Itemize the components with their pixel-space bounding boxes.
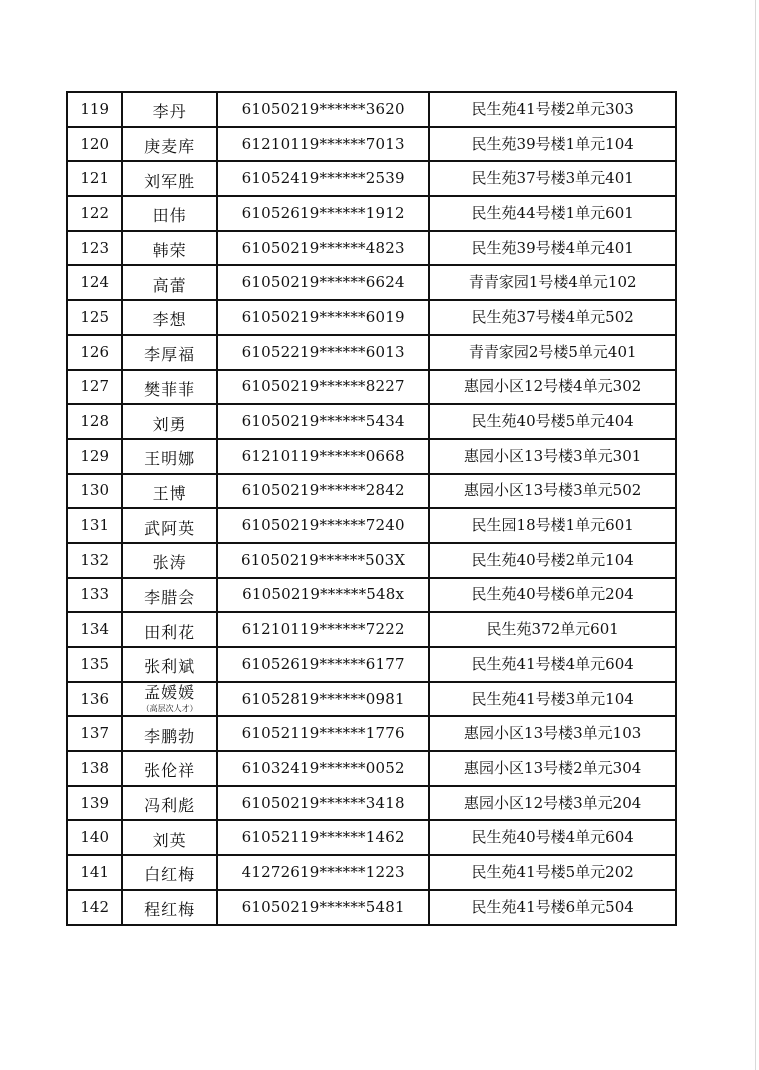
row-number-cell — [67, 855, 122, 890]
address: 惠园小区13号楼3单元301 — [464, 446, 642, 465]
table-row — [67, 855, 676, 890]
id-number: 61050219******6019 — [241, 307, 405, 326]
row-number: 120 — [80, 134, 109, 153]
address-cell — [429, 543, 676, 578]
name-cell — [122, 751, 217, 786]
table-row — [67, 231, 676, 266]
table-row — [67, 404, 676, 439]
table-row — [67, 820, 676, 855]
row-number-cell — [67, 196, 122, 231]
id-number: 61050219******503X — [241, 550, 406, 569]
id-number-cell — [217, 578, 429, 613]
row-number: 141 — [80, 862, 109, 881]
resident-name: 田伟 — [152, 206, 187, 226]
id-number-cell — [217, 335, 429, 370]
id-number-cell — [217, 508, 429, 543]
id-number-cell — [217, 161, 429, 196]
address: 惠园小区13号楼3单元502 — [464, 481, 642, 500]
table-row — [67, 786, 676, 821]
row-number: 119 — [80, 99, 109, 118]
row-number: 133 — [80, 585, 109, 604]
id-number-cell — [217, 716, 429, 751]
row-number: 129 — [80, 446, 109, 465]
id-number: 61210119******0668 — [241, 446, 405, 465]
name-cell — [122, 474, 217, 509]
name-cell — [122, 820, 217, 855]
row-number-cell — [67, 508, 122, 543]
table-row — [67, 543, 676, 578]
address: 民生苑40号楼2单元104 — [471, 550, 634, 569]
table-row — [67, 196, 676, 231]
id-number-cell — [217, 890, 429, 925]
resident-name: 王博 — [152, 483, 187, 503]
name-cell — [122, 231, 217, 266]
row-number-cell — [67, 474, 122, 509]
name-cell — [122, 370, 217, 405]
name-cell — [122, 647, 217, 682]
resident-name: 李丹 — [152, 102, 187, 122]
row-number-cell — [67, 127, 122, 162]
address: 惠园小区12号楼4单元302 — [464, 377, 642, 396]
address: 民生苑40号楼4单元604 — [471, 828, 634, 847]
address-cell — [429, 855, 676, 890]
address-cell — [429, 751, 676, 786]
id-number: 61050219******5481 — [241, 897, 405, 916]
address: 民生苑37号楼3单元401 — [471, 169, 634, 188]
resident-name: 李厚福 — [144, 345, 196, 365]
address: 民生苑40号楼6单元204 — [471, 585, 634, 604]
row-number: 127 — [80, 377, 109, 396]
resident-name: 程红梅 — [144, 900, 196, 920]
name-cell — [122, 578, 217, 613]
id-number: 61050219******8227 — [241, 377, 405, 396]
row-number: 122 — [80, 203, 109, 222]
id-number: 61050219******4823 — [241, 238, 405, 257]
row-number-cell — [67, 890, 122, 925]
name-cell — [122, 335, 217, 370]
id-number: 61050219******7240 — [241, 516, 405, 535]
id-number: 61050219******3418 — [241, 793, 405, 812]
id-number-cell — [217, 439, 429, 474]
id-number-cell — [217, 474, 429, 509]
row-number-cell — [67, 716, 122, 751]
address: 民生园18号楼1单元601 — [471, 516, 634, 535]
name-cell — [122, 890, 217, 925]
table-row — [67, 300, 676, 335]
row-number-cell — [67, 543, 122, 578]
row-number-cell — [67, 231, 122, 266]
address-cell — [429, 231, 676, 266]
row-number: 136 — [80, 689, 109, 708]
address: 民生苑44号楼1单元601 — [471, 203, 634, 222]
resident-name: 张伦祥 — [144, 761, 196, 781]
address: 青青家园1号楼4单元102 — [468, 273, 637, 292]
table-row — [67, 370, 676, 405]
resident-name: 冯利彪 — [144, 796, 196, 816]
name-cell — [122, 786, 217, 821]
id-number: 61050219******3620 — [241, 99, 405, 118]
row-number-cell — [67, 751, 122, 786]
address: 青青家园2号楼5单元401 — [468, 342, 637, 361]
id-number-cell — [217, 231, 429, 266]
row-number-cell — [67, 370, 122, 405]
address: 民生苑41号楼5单元202 — [471, 862, 634, 881]
address-cell — [429, 578, 676, 613]
address-cell — [429, 508, 676, 543]
address-cell — [429, 820, 676, 855]
resident-name: 孟媛媛 — [144, 683, 196, 703]
name-cell — [122, 508, 217, 543]
page-edge — [755, 0, 756, 1070]
resident-name: 白红梅 — [144, 865, 196, 885]
id-number-cell — [217, 751, 429, 786]
table-row — [67, 716, 676, 751]
row-number-cell — [67, 612, 122, 647]
id-number-cell — [217, 820, 429, 855]
name-cell — [122, 543, 217, 578]
row-number-cell — [67, 647, 122, 682]
address-cell — [429, 439, 676, 474]
table-row — [67, 578, 676, 613]
row-number: 125 — [80, 307, 109, 326]
table-row — [67, 890, 676, 925]
address-cell — [429, 682, 676, 717]
row-number-cell — [67, 682, 122, 717]
address-cell — [429, 647, 676, 682]
row-number: 130 — [80, 481, 109, 500]
resident-name: 刘英 — [152, 830, 187, 850]
row-number-cell — [67, 335, 122, 370]
name-cell — [122, 265, 217, 300]
id-number: 61052819******0981 — [241, 689, 405, 708]
resident-name: 王明娜 — [144, 449, 196, 469]
row-number: 138 — [80, 758, 109, 777]
id-number-cell — [217, 196, 429, 231]
address-cell — [429, 716, 676, 751]
resident-name: 樊菲菲 — [144, 379, 196, 399]
address: 惠园小区13号楼2单元304 — [464, 758, 642, 777]
id-number: 61050219******6624 — [241, 273, 405, 292]
address: 惠园小区12号楼3单元204 — [464, 793, 642, 812]
row-number: 134 — [80, 620, 109, 639]
row-number: 123 — [80, 238, 109, 257]
address-cell — [429, 370, 676, 405]
resident-name: 张利斌 — [144, 657, 196, 677]
address: 民生苑41号楼3单元104 — [471, 689, 634, 708]
id-number-cell — [217, 647, 429, 682]
row-number-cell — [67, 578, 122, 613]
id-number: 61052119******1776 — [241, 724, 405, 743]
row-number: 128 — [80, 412, 109, 431]
address-cell — [429, 300, 676, 335]
address-cell — [429, 612, 676, 647]
row-number: 135 — [80, 654, 109, 673]
id-number-cell — [217, 682, 429, 717]
address-cell — [429, 196, 676, 231]
id-number-cell — [217, 786, 429, 821]
table-row — [67, 439, 676, 474]
row-number-cell — [67, 786, 122, 821]
row-number: 131 — [80, 516, 109, 535]
table-row — [67, 682, 676, 717]
address: 惠园小区13号楼3单元103 — [464, 724, 642, 743]
address-cell — [429, 474, 676, 509]
address-cell — [429, 786, 676, 821]
row-number-cell — [67, 92, 122, 127]
address: 民生苑41号楼4单元604 — [471, 654, 634, 673]
name-cell — [122, 716, 217, 751]
row-number-cell — [67, 404, 122, 439]
address: 民生苑41号楼6单元504 — [471, 897, 634, 916]
row-number-cell — [67, 300, 122, 335]
id-number-cell — [217, 127, 429, 162]
name-cell — [122, 300, 217, 335]
address: 民生苑39号楼1单元104 — [471, 134, 634, 153]
resident-name: 刘军胜 — [144, 171, 196, 191]
name-cell — [122, 92, 217, 127]
id-number-cell — [217, 855, 429, 890]
id-number-cell — [217, 300, 429, 335]
id-number: 61050219******5434 — [241, 412, 405, 431]
id-number: 61050219******548x — [242, 585, 405, 604]
id-number: 61052219******6013 — [241, 342, 405, 361]
resident-name: 田利花 — [144, 622, 196, 642]
table-row — [67, 265, 676, 300]
id-number-cell — [217, 92, 429, 127]
id-number: 61210119******7222 — [241, 620, 405, 639]
id-number-cell — [217, 404, 429, 439]
resident-name: 庚麦库 — [144, 137, 196, 157]
name-cell — [122, 855, 217, 890]
address: 民生苑41号楼2单元303 — [471, 99, 634, 118]
address-cell — [429, 161, 676, 196]
resident-name: 张涛 — [152, 553, 187, 573]
resident-note: （高层次人才） — [141, 704, 198, 714]
address-cell — [429, 335, 676, 370]
address: 民生苑39号楼4单元401 — [471, 238, 634, 257]
id-number: 61052119******1462 — [241, 828, 405, 847]
id-number: 61052619******6177 — [241, 654, 405, 673]
table-row — [67, 161, 676, 196]
table-row — [67, 92, 676, 127]
row-number-cell — [67, 439, 122, 474]
name-cell — [122, 612, 217, 647]
name-cell — [122, 439, 217, 474]
resident-name: 高蕾 — [152, 275, 187, 295]
table-row — [67, 127, 676, 162]
resident-name: 武阿英 — [144, 518, 196, 538]
id-number: 61050219******2842 — [241, 481, 405, 500]
resident-name: 李想 — [152, 310, 187, 330]
row-number: 137 — [80, 724, 109, 743]
roster-body — [67, 92, 676, 925]
row-number: 126 — [80, 342, 109, 361]
resident-name: 李鹏勃 — [144, 726, 196, 746]
row-number-cell — [67, 265, 122, 300]
id-number: 61052619******1912 — [241, 203, 405, 222]
table-row — [67, 612, 676, 647]
row-number: 124 — [80, 273, 109, 292]
table-row — [67, 508, 676, 543]
table-row — [67, 474, 676, 509]
id-number-cell — [217, 612, 429, 647]
id-number: 41272619******1223 — [241, 862, 405, 881]
id-number-cell — [217, 543, 429, 578]
id-number-cell — [217, 265, 429, 300]
address: 民生苑40号楼5单元404 — [471, 412, 634, 431]
row-number: 121 — [80, 169, 109, 188]
id-number: 61210119******7013 — [241, 134, 405, 153]
name-cell — [122, 127, 217, 162]
address-cell — [429, 404, 676, 439]
row-number: 132 — [80, 550, 109, 569]
row-number: 142 — [80, 897, 109, 916]
id-number-cell — [217, 370, 429, 405]
name-cell — [122, 196, 217, 231]
row-number: 139 — [80, 793, 109, 812]
row-number: 140 — [80, 828, 109, 847]
resident-name: 刘勇 — [152, 414, 187, 434]
name-cell — [122, 682, 217, 717]
address-cell — [429, 92, 676, 127]
table-row — [67, 751, 676, 786]
address-cell — [429, 890, 676, 925]
id-number: 61032419******0052 — [241, 758, 405, 777]
id-number: 61052419******2539 — [241, 169, 405, 188]
table-row — [67, 647, 676, 682]
address: 民生苑37号楼4单元502 — [471, 307, 634, 326]
address: 民生苑372单元601 — [486, 620, 619, 639]
name-cell — [122, 404, 217, 439]
address-cell — [429, 127, 676, 162]
row-number-cell — [67, 820, 122, 855]
table-row — [67, 335, 676, 370]
name-cell — [122, 161, 217, 196]
resident-name: 李腊会 — [144, 587, 196, 607]
address-cell — [429, 265, 676, 300]
roster-table — [66, 91, 677, 926]
row-number-cell — [67, 161, 122, 196]
resident-name: 韩荣 — [152, 241, 187, 261]
